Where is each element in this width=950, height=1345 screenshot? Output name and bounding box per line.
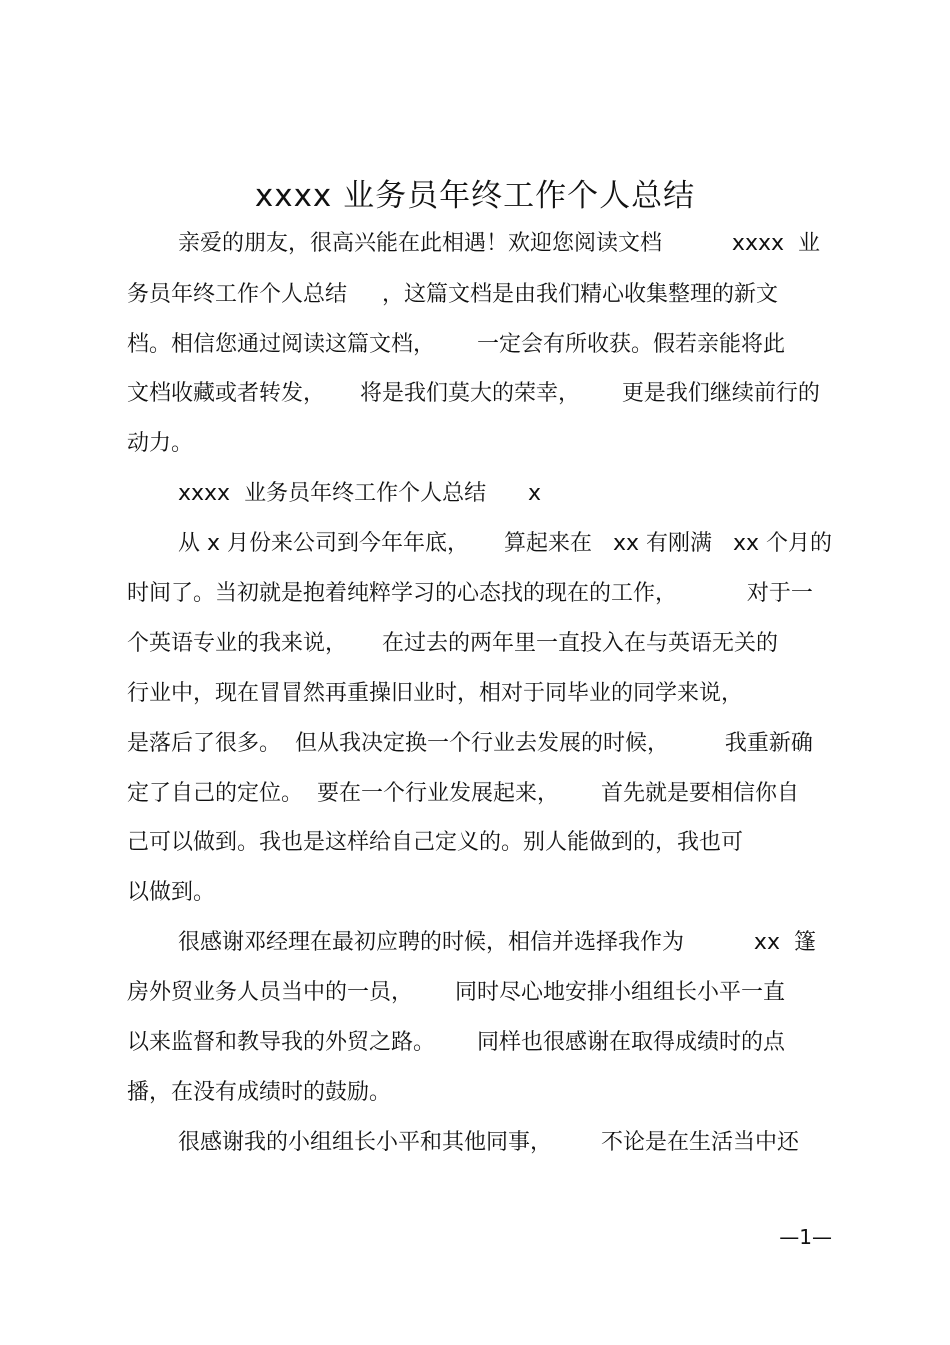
paragraph-line: 以来监督和教导我的外贸之路。 同样也很感谢在取得成绩时的点 [127,1030,785,1055]
paragraph-line: 从 x 月份来公司到今年年底， 算起来在 xx 有刚满 xx 个月的 [178,531,832,556]
paragraph-line: 档。相信您通过阅读这篇文档， 一定会有所收获。假若亲能将此 [127,332,785,357]
page-number: —1— [779,1225,832,1249]
paragraph-line: 是落后了很多。 但从我决定换一个行业去发展的时候， 我重新确 [127,731,813,756]
paragraph-line: 很感谢邓经理在最初应聘的时候，相信并选择我作为 xx 篷 [178,930,816,955]
paragraph-line: 亲爱的朋友，很高兴能在此相遇！欢迎您阅读文档 xxxx 业 [178,231,820,256]
paragraph-line: 行业中，现在冒冒然再重操旧业时，相对于同毕业的同学来说， [127,681,744,706]
paragraph-line: 文档收藏或者转发， 将是我们莫大的荣幸， 更是我们继续前行的 [127,381,820,406]
paragraph-line: 务员年终工作个人总结 ，这篇文档是由我们精心收集整理的新文 [127,282,778,307]
paragraph-line: 以做到。 [127,880,216,905]
paragraph-line: 个英语专业的我来说， 在过去的两年里一直投入在与英语无关的 [127,631,778,656]
paragraph-line: 时间了。当初就是抱着纯粹学习的心态找的现在的工作， 对于一 [127,581,813,606]
paragraph-line: 很感谢我的小组组长小平和其他同事， 不论是在生活当中还 [178,1130,799,1155]
paragraph-line: 动力。 [127,431,194,456]
section-heading: xxxx 业务员年终工作个人总结 x [178,481,542,506]
paragraph-line: 定了自己的定位。 要在一个行业发展起来， 首先就是要相信你自 [127,781,799,806]
paragraph-line: 播，在没有成绩时的鼓励。 [127,1080,392,1105]
paragraph-line: 房外贸业务人员当中的一员， 同时尽心地安排小组组长小平一直 [127,980,785,1005]
document-title: xxxx 业务员年终工作个人总结 [254,178,696,214]
paragraph-line: 己可以做到。我也是这样给自己定义的。别人能做到的，我也可 [127,830,744,855]
